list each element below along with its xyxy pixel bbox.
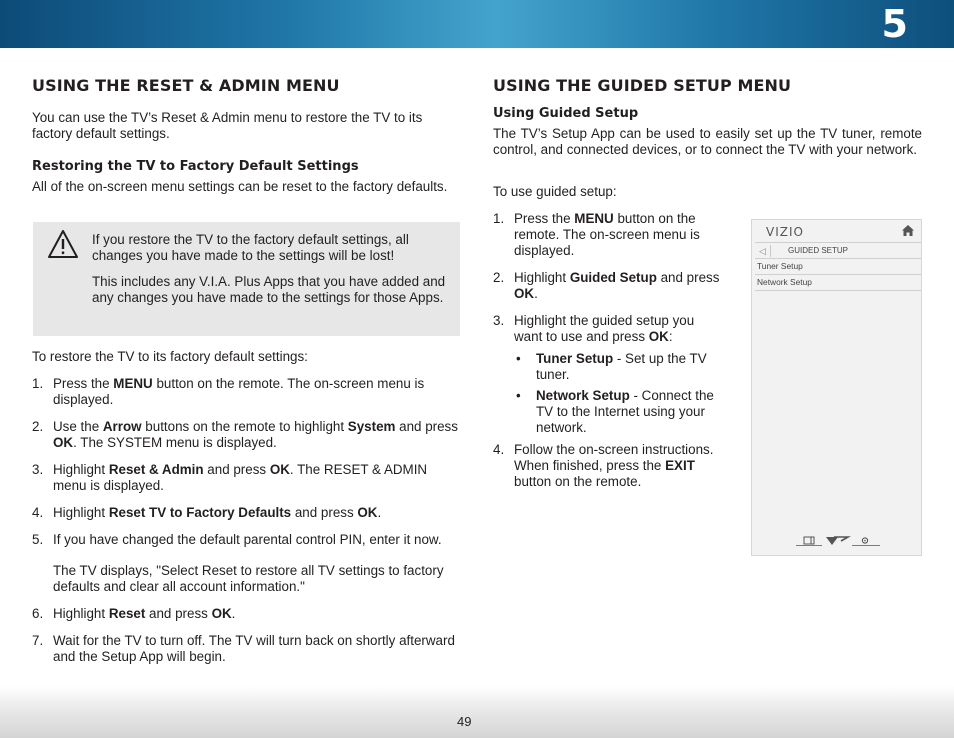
- using-guided-setup-subheading: Using Guided Setup: [493, 106, 639, 121]
- restoring-subheading: Restoring the TV to Factory Default Settings: [32, 159, 359, 174]
- guided-steps-intro: To use guided setup:: [493, 184, 617, 199]
- warning-note: [33, 222, 460, 336]
- list-item: 2. Use the Arrow buttons on the remote to highlight System and press OK. The SYSTEM menu is displayed.: [32, 419, 458, 450]
- restore-steps-intro: To restore the TV to its factory default settings:: [32, 349, 308, 364]
- tv-menu-titlebar: [755, 242, 921, 259]
- list-item: 4. Follow the on-screen instructions. When finished, press the EXIT button on the remote.: [493, 442, 714, 489]
- home-icon: [901, 224, 915, 237]
- vizio-logo: VIZIO: [766, 225, 804, 239]
- tv-menu-screenshot: [751, 219, 922, 556]
- divider: [770, 245, 771, 257]
- list-item: 1. Press the MENU button on the remote. The on-screen menu is displayed.: [493, 211, 700, 258]
- list-item: 2. Highlight Guided Setup and press OK.: [493, 270, 720, 301]
- list-item: 7. Wait for the TV to turn off. The TV will turn back on shortly afterward and the Setup App will begin.: [32, 633, 455, 664]
- header-band: [0, 0, 954, 48]
- tv-menu-item-network-setup: Network Setup: [755, 275, 921, 291]
- tv-menu-footer-icons: [796, 535, 880, 547]
- reset-admin-intro: You can use the TV’s Reset & Admin menu to restore the TV to its factory default settings.: [32, 110, 423, 141]
- guided-setup-intro: The TV’s Setup App can be used to easily set up the TV tuner, remote control, and connected devices, or to connect the TV with your network.: [493, 126, 922, 157]
- tv-menu-item-tuner-setup: Tuner Setup: [755, 259, 921, 275]
- chapter-number: 5: [881, 2, 908, 46]
- page-number: 49: [457, 714, 472, 729]
- tv-menu-title: GUIDED SETUP: [788, 246, 849, 255]
- restoring-text: All of the on-screen menu settings can be reset to the factory defaults.: [32, 179, 448, 194]
- list-item: • Network Setup - Connect the TV to the Internet using your network.: [516, 388, 714, 435]
- guided-setup-options: [514, 351, 725, 436]
- wide-icon: [796, 537, 822, 546]
- list-item: • Tuner Setup - Set up the TV tuner.: [516, 351, 707, 382]
- list-item: 3. Highlight Reset & Admin and press OK. The RESET & ADMIN menu is displayed.: [32, 462, 428, 493]
- list-item: 5. If you have changed the default parental control PIN, enter it now. The TV displays, "Select Reset to restore all TV settings to factory defaults and clear all account information.": [32, 532, 444, 594]
- list-item: 4. Highlight Reset TV to Factory Defaults and press OK.: [32, 505, 382, 520]
- vizio-v-icon: [826, 537, 848, 545]
- list-item: 3. Highlight the guided setup you want to use and press OK: • Tuner Setup - Set up the TV tuner. • Network Setup - Connect the TV to the Internet using your network.: [493, 313, 725, 436]
- guided-steps-list: [493, 211, 725, 490]
- list-item: 1. Press the MENU button on the remote. The on-screen menu is displayed.: [32, 376, 425, 407]
- back-arrow-icon: ◁: [759, 246, 766, 256]
- settings-icon: [852, 538, 880, 546]
- warning-line-1: If you restore the TV to the factory default settings, all changes you have made to the settings will be lost!: [92, 232, 409, 263]
- warning-triangle-icon: [47, 229, 79, 259]
- warning-line-2: This includes any V.I.A. Plus Apps that you have added and any changes you have made to the settings for those Apps.: [92, 274, 446, 305]
- guided-setup-heading: USING THE GUIDED SETUP MENU: [493, 76, 792, 95]
- list-item: 6. Highlight Reset and press OK.: [32, 606, 236, 621]
- reset-admin-heading: USING THE RESET & ADMIN MENU: [32, 76, 340, 95]
- footer-band: [0, 686, 954, 738]
- restore-steps-list: [32, 376, 461, 665]
